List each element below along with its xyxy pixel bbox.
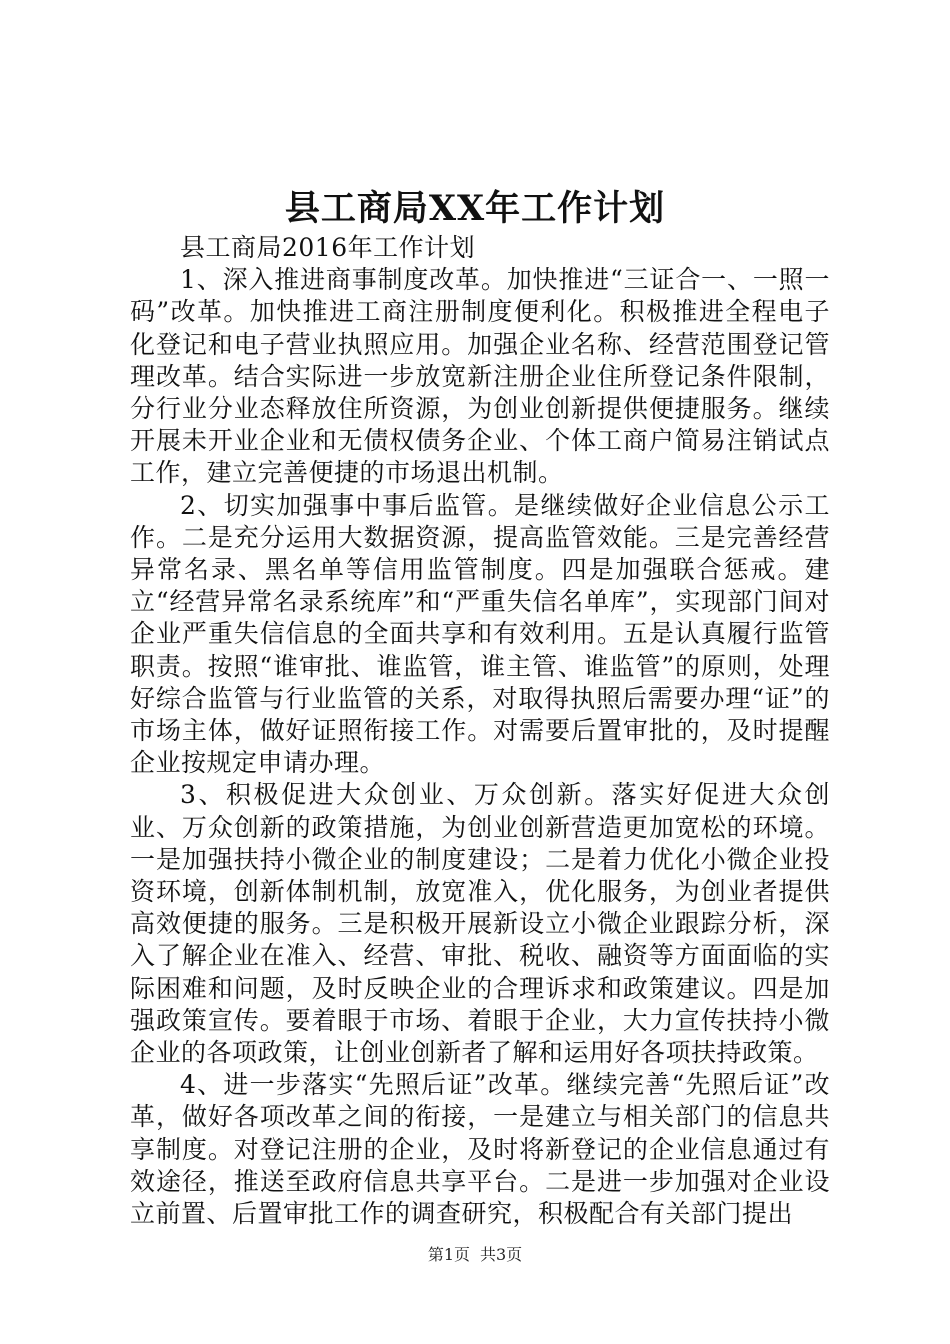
page-footer [0,1244,950,1266]
paragraph-2: 2、切实加强事中事后监管。是继续做好企业信息公示工作。二是充分运用大数据资源，提高监管效能。三是完善经营异常名录、黑名单等信用监管制度。四是加强联合惩戒。建立“经营异常名录系统库”和“严重失信名单库”，实现部门间对企业严重失信信息的全面共享和有效利用。五是认真履行监管职责。按照“谁审批、谁监管，谁主管、谁监管”的原则，处理好综合监管与行业监管的关系，对取得执照后需要办理“证”的市场主体，做好证照衔接工作。对需要后置审批的，及时提醒企业按规定申请办理。 [130,490,830,778]
subtitle-paragraph: 县工商局2016年工作计划 [180,233,476,262]
page-number: 第1页 [427,1245,470,1264]
paragraph-3: 3、积极促进大众创业、万众创新。落实好促进大众创业、万众创新的政策措施，为创业创新营造更加宽松的环境。一是加强扶持小微企业的制度建设；二是着力优化小微企业投资环境，创新体制机制，放宽准入，优化服务，为创业者提供高效便捷的服务。三是积极开展新设立小微企业跟踪分析，深入了解企业在准入、经营、审批、税收、融资等方面面临的实际困难和问题，及时反映企业的合理诉求和政策建议。四是加强政策宣传。要着眼于市场、着眼于企业，大力宣传扶持小微企业的各项政策，让创业创新者了解和运用好各项扶持政策。 [130,780,830,1068]
page-total: 共3页 [480,1245,523,1264]
paragraph-4: 4、进一步落实“先照后证”改革。继续完善“先照后证”改革，做好各项改革之间的衔接，一是建立与相关部门的信息共享制度。对登记注册的企业，及时将新登记的企业信息通过有效途径，推送至政府信息共享平台。二是进一步加强对企业设立前置、后置审批工作的调查研究，积极配合有关部门提出 [130,1070,830,1229]
paragraph-1: 1、深入推进商事制度改革。加快推进“三证合一、一照一码”改革。加快推进工商注册制度便利化。积极推进全程电子化登记和电子营业执照应用。加强企业名称、经营范围登记管理改革。结合实际进一步放宽新注册企业住所登记条件限制，分行业分业态释放住所资源，为创业创新提供便捷服务。继续开展未开业企业和无债权债务企业、个体工商户简易注销试点工作，建立完善便捷的市场退出机制。 [130,265,830,488]
document-title: 县工商局XX年工作计划 [284,188,666,229]
document-body [130,232,830,1230]
